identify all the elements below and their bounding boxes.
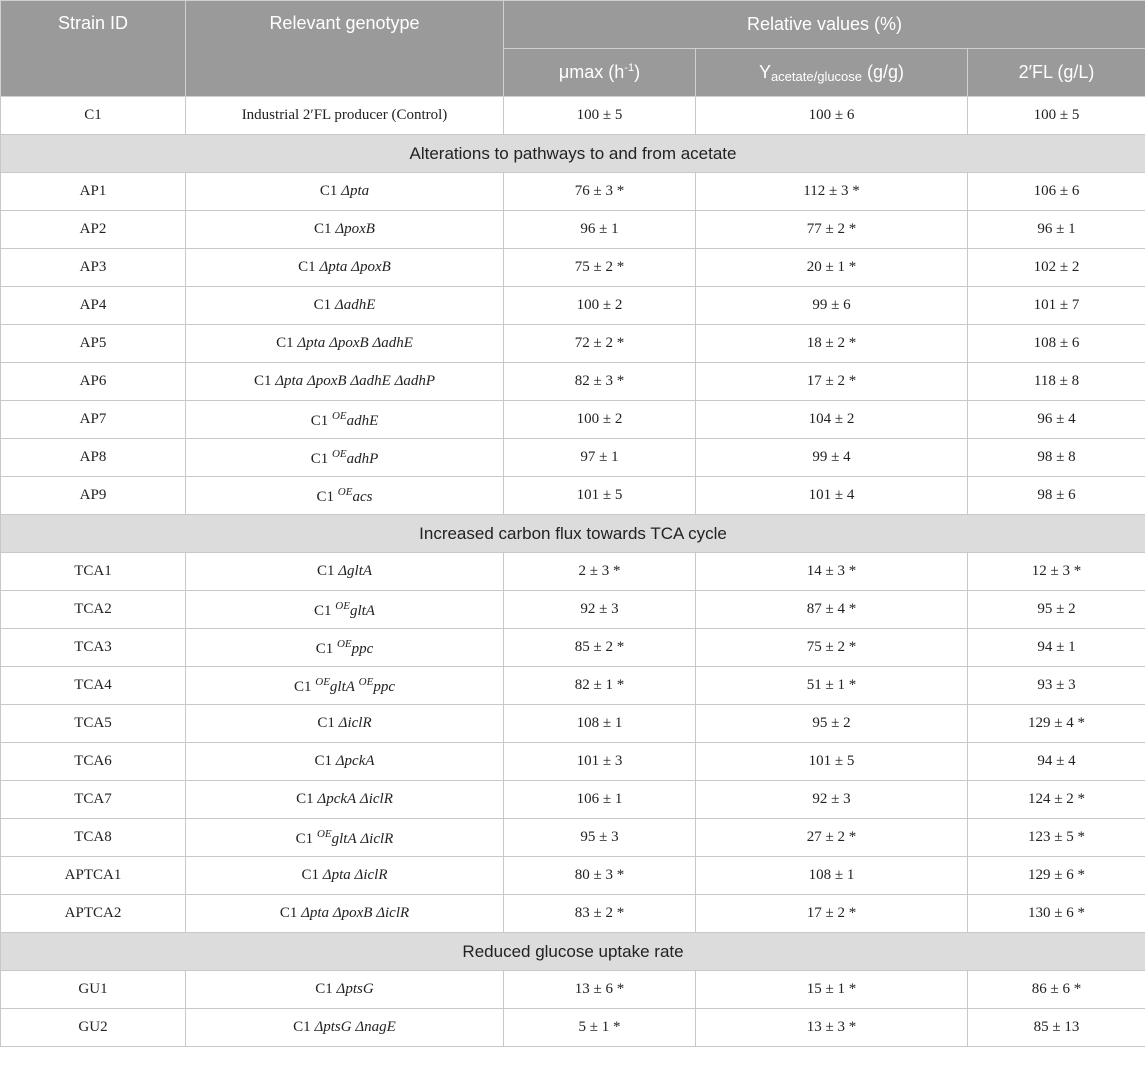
cell-strain-id: APTCA1 <box>1 857 186 895</box>
genotype-prefix: C1 <box>316 563 335 579</box>
cell-strain-id: AP7 <box>1 401 186 439</box>
cell-umax: 100 ± 2 <box>504 401 696 439</box>
gene-modification: ΔiclR <box>354 867 388 883</box>
cell-2fl: 96 ± 1 <box>968 211 1145 249</box>
cell-umax: 108 ± 1 <box>504 705 696 743</box>
cell-strain-id: TCA2 <box>1 591 186 629</box>
cell-strain-id: TCA7 <box>1 781 186 819</box>
cell-yield: 99 ± 4 <box>696 439 968 477</box>
cell-yield: 99 ± 6 <box>696 287 968 325</box>
cell-genotype <box>186 249 504 287</box>
gene-modification: $^{OE}$gltA <box>335 599 375 619</box>
cell-umax: 101 ± 3 <box>504 743 696 781</box>
cell-yield: 101 ± 4 <box>696 477 968 515</box>
gene-modification: ΔpoxB <box>306 373 347 389</box>
header-relative-values: Relative values (%) <box>504 1 1145 49</box>
cell-2fl: 129 ± 4 * <box>968 705 1145 743</box>
gene-modification: ΔadhP <box>394 373 436 389</box>
cell-2fl: 101 ± 7 <box>968 287 1145 325</box>
table-row <box>1 895 1145 933</box>
cell-genotype <box>186 857 504 895</box>
cell-2fl: 94 ± 4 <box>968 743 1145 781</box>
cell-yield: 20 ± 1 * <box>696 249 968 287</box>
cell-genotype <box>186 591 504 629</box>
genotype-prefix: C1 <box>315 981 333 997</box>
cell-genotype <box>186 781 504 819</box>
cell-2fl: 98 ± 6 <box>968 477 1145 515</box>
cell-2fl: 100 ± 5 <box>968 97 1145 135</box>
cell-genotype <box>186 439 504 477</box>
cell-yield: 77 ± 2 * <box>696 211 968 249</box>
cell-genotype <box>186 629 504 667</box>
cell-umax: 100 ± 5 <box>504 97 696 135</box>
table-row <box>1 705 1145 743</box>
cell-2fl: 12 ± 3 * <box>968 553 1145 591</box>
gene-modification: ΔptsG <box>314 1019 352 1035</box>
header-umax: μmax $(h^{-1})$ <box>504 49 696 97</box>
cell-2fl: 123 ± 5 * <box>968 819 1145 857</box>
table-row <box>1 629 1145 667</box>
genotype-prefix: C1 <box>314 221 332 237</box>
cell-umax: 75 ± 2 * <box>504 249 696 287</box>
cell-genotype <box>186 819 504 857</box>
gene-modification: ΔpoxB <box>335 221 375 237</box>
cell-umax: 82 ± 1 * <box>504 667 696 705</box>
gene-modification: ΔptsG <box>336 981 374 997</box>
cell-strain-id: AP9 <box>1 477 186 515</box>
genotype-prefix: C1 <box>314 602 332 619</box>
cell-genotype <box>186 363 504 401</box>
genotype-prefix: C1 <box>316 488 335 505</box>
cell-yield: 17 ± 2 * <box>696 363 968 401</box>
table-row <box>1 591 1145 629</box>
genotype-prefix: C1 <box>314 753 332 769</box>
cell-genotype <box>186 705 504 743</box>
cell-yield: 100 ± 6 <box>696 97 968 135</box>
table-row <box>1 173 1145 211</box>
gene-modification: ΔpoxB <box>332 905 373 921</box>
cell-strain-id: AP4 <box>1 287 186 325</box>
header-genotype: Relevant genotype <box>186 1 504 97</box>
cell-umax: 96 ± 1 <box>504 211 696 249</box>
gene-modification: ΔpckA <box>335 753 375 769</box>
gene-modification: $^{OE}$adhE <box>331 409 379 429</box>
cell-yield: 13 ± 3 * <box>696 1009 968 1047</box>
table-row-control <box>1 97 1145 135</box>
cell-2fl: 94 ± 1 <box>968 629 1145 667</box>
cell-yield: 108 ± 1 <box>696 857 968 895</box>
cell-2fl: 108 ± 6 <box>968 325 1145 363</box>
section-header-row <box>1 933 1145 971</box>
cell-genotype <box>186 895 504 933</box>
table-row <box>1 1009 1145 1047</box>
cell-yield: 95 ± 2 <box>696 705 968 743</box>
table-row <box>1 477 1145 515</box>
gene-modification: Δpta <box>275 373 304 389</box>
cell-2fl: 85 ± 13 <box>968 1009 1145 1047</box>
cell-yield: 51 ± 1 * <box>696 667 968 705</box>
cell-2fl: 86 ± 6 * <box>968 971 1145 1009</box>
section-title: Alterations to pathways to and from acetate <box>1 135 1145 173</box>
genotype-prefix: C1 <box>313 297 332 313</box>
cell-umax: 97 ± 1 <box>504 439 696 477</box>
cell-yield: 104 ± 2 <box>696 401 968 439</box>
cell-genotype <box>186 173 504 211</box>
section-title: Reduced glucose uptake rate <box>1 933 1145 971</box>
section-title: Increased carbon flux towards TCA cycle <box>1 515 1145 553</box>
cell-genotype <box>186 553 504 591</box>
cell-genotype: Industrial 2′FL producer (Control) <box>186 97 504 135</box>
cell-strain-id: AP2 <box>1 211 186 249</box>
cell-2fl: 118 ± 8 <box>968 363 1145 401</box>
cell-2fl: 129 ± 6 * <box>968 857 1145 895</box>
genotype-prefix: C1 <box>315 640 334 657</box>
cell-yield: 17 ± 2 * <box>696 895 968 933</box>
cell-umax: 95 ± 3 <box>504 819 696 857</box>
cell-2fl: 98 ± 8 <box>968 439 1145 477</box>
table-row <box>1 363 1145 401</box>
cell-strain-id: APTCA2 <box>1 895 186 933</box>
gene-modification: ΔiclR <box>359 791 393 807</box>
cell-2fl: 106 ± 6 <box>968 173 1145 211</box>
genotype-prefix: C1 <box>298 259 316 275</box>
gene-modification: ΔpckA <box>317 791 357 807</box>
cell-genotype <box>186 211 504 249</box>
table-row <box>1 249 1145 287</box>
cell-strain-id: TCA1 <box>1 553 186 591</box>
table-body <box>1 97 1145 1047</box>
gene-modification: ΔpoxB <box>351 259 391 275</box>
cell-strain-id: TCA3 <box>1 629 186 667</box>
gene-modification: ΔadhE <box>372 335 413 351</box>
gene-modification: Δpta <box>322 867 351 883</box>
genotype-prefix: C1 <box>319 183 338 199</box>
cell-genotype <box>186 477 504 515</box>
cell-strain-id: TCA5 <box>1 705 186 743</box>
table-row <box>1 743 1145 781</box>
header-yield: $Y_{acetate/glucose}$ (g/g) <box>696 49 968 97</box>
cell-umax: 72 ± 2 * <box>504 325 696 363</box>
genotype-prefix: C1 <box>301 867 320 883</box>
cell-umax: 80 ± 3 * <box>504 857 696 895</box>
table-row <box>1 819 1145 857</box>
cell-2fl: 102 ± 2 <box>968 249 1145 287</box>
gene-modification: $^{OE}$gltA <box>315 675 355 695</box>
cell-strain-id: TCA6 <box>1 743 186 781</box>
cell-strain-id: TCA8 <box>1 819 186 857</box>
cell-umax: 83 ± 2 * <box>504 895 696 933</box>
cell-yield: 92 ± 3 <box>696 781 968 819</box>
gene-modification: ΔnagE <box>355 1019 396 1035</box>
gene-modification: $^{OE}$gltA <box>316 827 357 847</box>
cell-yield: 75 ± 2 * <box>696 629 968 667</box>
gene-modification: $^{OE}$adhP <box>331 447 379 467</box>
gene-modification: ΔiclR <box>338 715 372 731</box>
cell-strain-id: AP1 <box>1 173 186 211</box>
genotype-prefix: C1 <box>310 450 329 467</box>
cell-yield: 87 ± 4 * <box>696 591 968 629</box>
cell-umax: 13 ± 6 * <box>504 971 696 1009</box>
genotype-prefix: C1 <box>296 791 314 807</box>
cell-yield: 112 ± 3 * <box>696 173 968 211</box>
gene-modification: Δpta <box>341 183 370 199</box>
genotype-prefix: C1 <box>279 905 298 921</box>
table-row <box>1 401 1145 439</box>
header-2fl: 2′FL (g/L) <box>968 49 1145 97</box>
table-row <box>1 325 1145 363</box>
gene-modification: Δpta <box>301 905 330 921</box>
cell-genotype <box>186 401 504 439</box>
cell-strain-id: TCA4 <box>1 667 186 705</box>
gene-modification: ΔiclR <box>360 830 394 847</box>
cell-2fl: 124 ± 2 * <box>968 781 1145 819</box>
cell-2fl: 93 ± 3 <box>968 667 1145 705</box>
cell-genotype <box>186 743 504 781</box>
table-row <box>1 439 1145 477</box>
table-row <box>1 857 1145 895</box>
gene-modification: $^{OE}$acs <box>337 485 373 505</box>
gene-modification: ΔadhE <box>334 297 376 313</box>
cell-yield: 15 ± 1 * <box>696 971 968 1009</box>
cell-2fl: 95 ± 2 <box>968 591 1145 629</box>
genotype-prefix: C1 <box>293 1019 311 1035</box>
gene-modification: ΔgltA <box>338 563 373 579</box>
table-row <box>1 287 1145 325</box>
cell-umax: 101 ± 5 <box>504 477 696 515</box>
genotype-prefix: C1 <box>295 830 314 847</box>
cell-strain-id: AP8 <box>1 439 186 477</box>
table-row <box>1 667 1145 705</box>
cell-umax: 100 ± 2 <box>504 287 696 325</box>
section-header-row <box>1 515 1145 553</box>
cell-umax: 2 ± 3 * <box>504 553 696 591</box>
table-header <box>1 1 1145 97</box>
table-row <box>1 553 1145 591</box>
cell-genotype <box>186 1009 504 1047</box>
table-row <box>1 781 1145 819</box>
cell-strain-id: GU1 <box>1 971 186 1009</box>
gene-modification: Δpta <box>319 259 348 275</box>
cell-strain-id: AP6 <box>1 363 186 401</box>
cell-yield: 27 ± 2 * <box>696 819 968 857</box>
cell-umax: 85 ± 2 * <box>504 629 696 667</box>
header-strain-id: Strain ID <box>1 1 186 97</box>
genotype-prefix: C1 <box>317 715 335 731</box>
cell-umax: 76 ± 3 * <box>504 173 696 211</box>
cell-genotype <box>186 971 504 1009</box>
gene-modification: ΔpoxB <box>329 335 369 351</box>
cell-genotype <box>186 667 504 705</box>
genotype-prefix: C1 <box>276 335 294 351</box>
cell-strain-id: GU2 <box>1 1009 186 1047</box>
genotype-prefix: C1 <box>253 373 272 389</box>
cell-strain-id: AP3 <box>1 249 186 287</box>
cell-yield: 14 ± 3 * <box>696 553 968 591</box>
gene-modification: $^{OE}$ppc <box>358 675 396 695</box>
genotype-prefix: C1 <box>293 678 312 695</box>
cell-umax: 92 ± 3 <box>504 591 696 629</box>
cell-genotype <box>186 287 504 325</box>
gene-modification: ΔiclR <box>376 905 410 921</box>
table-row <box>1 971 1145 1009</box>
cell-yield: 18 ± 2 * <box>696 325 968 363</box>
cell-2fl: 96 ± 4 <box>968 401 1145 439</box>
cell-2fl: 130 ± 6 * <box>968 895 1145 933</box>
genotype-prefix: C1 <box>310 412 329 429</box>
cell-strain-id: AP5 <box>1 325 186 363</box>
cell-strain-id: C1 <box>1 97 186 135</box>
cell-umax: 106 ± 1 <box>504 781 696 819</box>
gene-modification: ΔadhE <box>350 373 391 389</box>
table-row <box>1 211 1145 249</box>
gene-modification: Δpta <box>297 335 326 351</box>
cell-umax: 5 ± 1 * <box>504 1009 696 1047</box>
cell-umax: 82 ± 3 * <box>504 363 696 401</box>
cell-yield: 101 ± 5 <box>696 743 968 781</box>
section-header-row <box>1 135 1145 173</box>
gene-modification: $^{OE}$ppc <box>336 637 374 657</box>
cell-genotype <box>186 325 504 363</box>
